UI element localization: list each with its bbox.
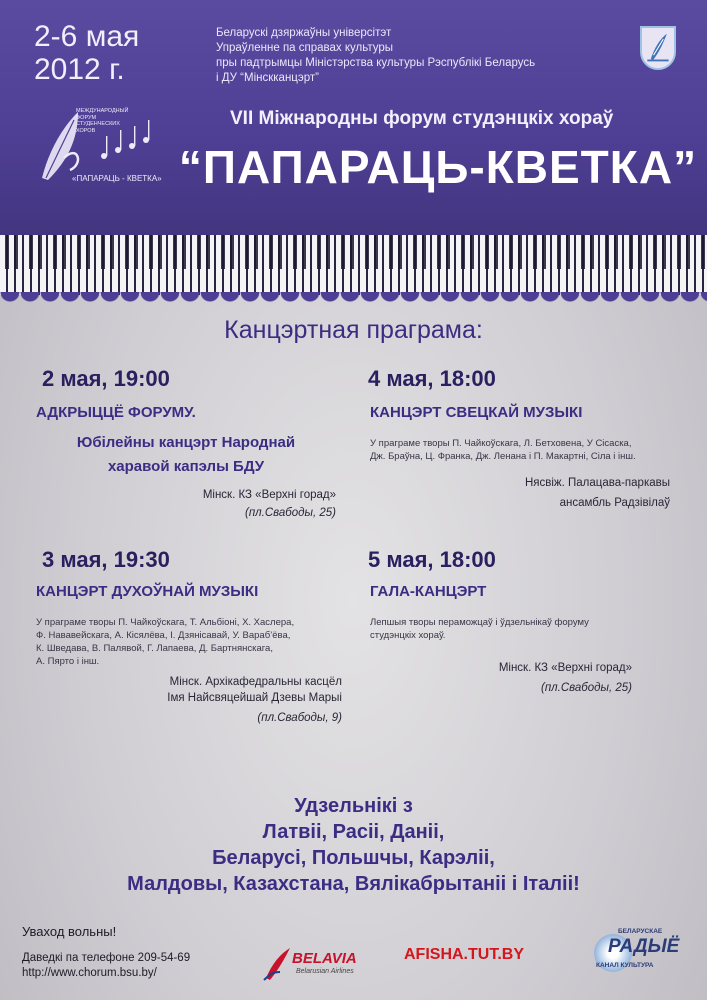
logo-text-line: МЕЖДУНАРОДНЫЙ (76, 108, 129, 114)
event-program-note (370, 616, 680, 642)
organizer-line: Упраўленне па справах культуры (216, 42, 394, 54)
date-year: 2012 г. (34, 53, 125, 86)
phone-info: Даведкі па телефоне 209-54-69 (22, 952, 191, 964)
event-date: 3 мая, 19:30 (42, 547, 170, 572)
event-title: АДКРЫЦЦЁ ФОРУМУ. (36, 404, 196, 421)
event-subtitle-line: Юбілейны канцэрт Народнай (76, 434, 296, 451)
event-program-note (370, 437, 680, 463)
logo-text (76, 108, 128, 134)
logo-text-line: ХОРОВ (76, 127, 96, 134)
event-title: КАНЦЭРТ ДУХОЎНАЙ МУЗЫКІ (36, 583, 259, 600)
event-note-line: А. Пярто і інш. (36, 656, 100, 667)
event-venue: Мінск. КЗ «Верхні горад» (498, 662, 632, 674)
program-title: Канцэртная праграма: (224, 316, 483, 344)
event-note-line: К. Шведава, В. Палявой, Г. Лапаева, Д. Бартнянскага, (36, 643, 273, 654)
participants-line: Удзельнікі з (294, 795, 413, 817)
event-card (370, 366, 680, 513)
event-dates (34, 20, 139, 86)
event-note-line: У праграме творы П. Чайкоўскага, Л. Бетховена, У Сісаска, (370, 438, 632, 449)
event-venue: Мінск. КЗ «Верхні горад» (202, 489, 336, 501)
event-note-line: студэнцкіх хораў. (370, 630, 446, 641)
event-date: 4 мая, 18:00 (368, 366, 496, 391)
belarusian-radio-logo (590, 922, 690, 992)
event-address: (пл.Свабоды, 9) (257, 712, 342, 724)
radio-top-text: БЕЛАРУСКАЕ (618, 928, 663, 935)
event-program-note (36, 616, 346, 668)
event-venue-line: Нясвіж. Палацава-паркавы (524, 477, 670, 489)
belavia-logo (262, 944, 382, 990)
festival-name: “ПАПАРАЦЬ-КВЕТКА” (178, 141, 698, 193)
forum-title: VII Міжнародны форум студэнцкіх хораў (230, 108, 614, 129)
logo-text-line: ФОРУМ (76, 114, 97, 121)
event-venue-line: Імя Найсвяцейшай Дзевы Марыі (167, 692, 342, 704)
coat-of-arms-icon (640, 26, 676, 70)
participants-line: Беларусі, Польшчы, Карэліі, (212, 847, 495, 869)
piano-black-keys-decoration (0, 235, 707, 269)
event-venue (36, 674, 342, 706)
event-address: (пл.Свабоды, 25) (541, 682, 632, 694)
logo-text-line: СТУДЕНЧЕСКИХ (76, 121, 120, 127)
event-card (36, 366, 336, 519)
event-subtitle (36, 431, 336, 479)
participants-line: Латвіі, Расіі, Даніі, (262, 821, 445, 843)
event-venue-line: ансамбль Радзівілаў (559, 497, 670, 509)
organizer-line: Беларускі дзяржаўны універсітэт (216, 27, 392, 39)
website-link[interactable]: http://www.chorum.bsu.by/ (22, 967, 157, 979)
event-card (36, 547, 346, 724)
organizer-line: і ДУ “Мінскканцэрт” (216, 72, 319, 84)
lace-border-decoration (0, 292, 707, 314)
belavia-subtitle: Belarusian Airlines (296, 968, 354, 975)
event-title: ГАЛА-КАНЦЭРТ (370, 583, 487, 600)
free-entry-text: Уваход вольны! (22, 924, 117, 939)
logo-name: «ПАПАРАЦЬ - КВЕТКА» (72, 174, 162, 183)
footer-info (22, 924, 190, 981)
event-card (370, 547, 680, 694)
event-date: 2 мая, 19:00 (42, 366, 170, 391)
event-subtitle-line: харавой капэлы БДУ (107, 458, 265, 475)
belavia-bird-icon (262, 946, 292, 982)
radio-name: РАДЫЁ (608, 936, 680, 957)
event-note-line: Дж. Браўна, Ц. Франка, Дж. Ленана і П. Макартні, Сіла і інш. (370, 451, 636, 462)
radio-channel-text: КАНАЛ КУЛЬТУРА (596, 962, 654, 969)
participants-line: Малдовы, Казахстана, Вялікабрытаніі і Італіі! (127, 873, 580, 895)
afisha-logo: AFISHA.TUT.BY (404, 946, 524, 963)
belavia-name: BELAVIA (292, 950, 357, 967)
event-note-line: Лепшыя творы пераможцаў і ўдзельнікаў форуму (370, 617, 589, 628)
date-range: 2-6 мая (34, 20, 140, 53)
organizer-line: пры падтрымцы Міністэрства культуры Рэспублікі Беларусь (216, 57, 536, 69)
event-note-line: Ф. Нававейскага, А. Кісялёва, І. Дзянісавай, У. Вараб’ёва, (36, 630, 291, 641)
event-address: (пл.Свабоды, 25) (245, 507, 336, 519)
festival-logo (34, 100, 184, 190)
event-venue (370, 473, 670, 513)
event-venue-line: Мінск. Архікафедральны касцёл (169, 676, 342, 688)
event-date: 5 мая, 18:00 (368, 547, 496, 572)
event-note-line: У праграме творы П. Чайкоўскага, Т. Альбіоні, Х. Хаслера, (36, 617, 295, 628)
participants-block (0, 793, 707, 897)
event-title: КАНЦЭРТ СВЕЦКАЙ МУЗЫКІ (370, 404, 583, 421)
organizers (216, 26, 535, 86)
